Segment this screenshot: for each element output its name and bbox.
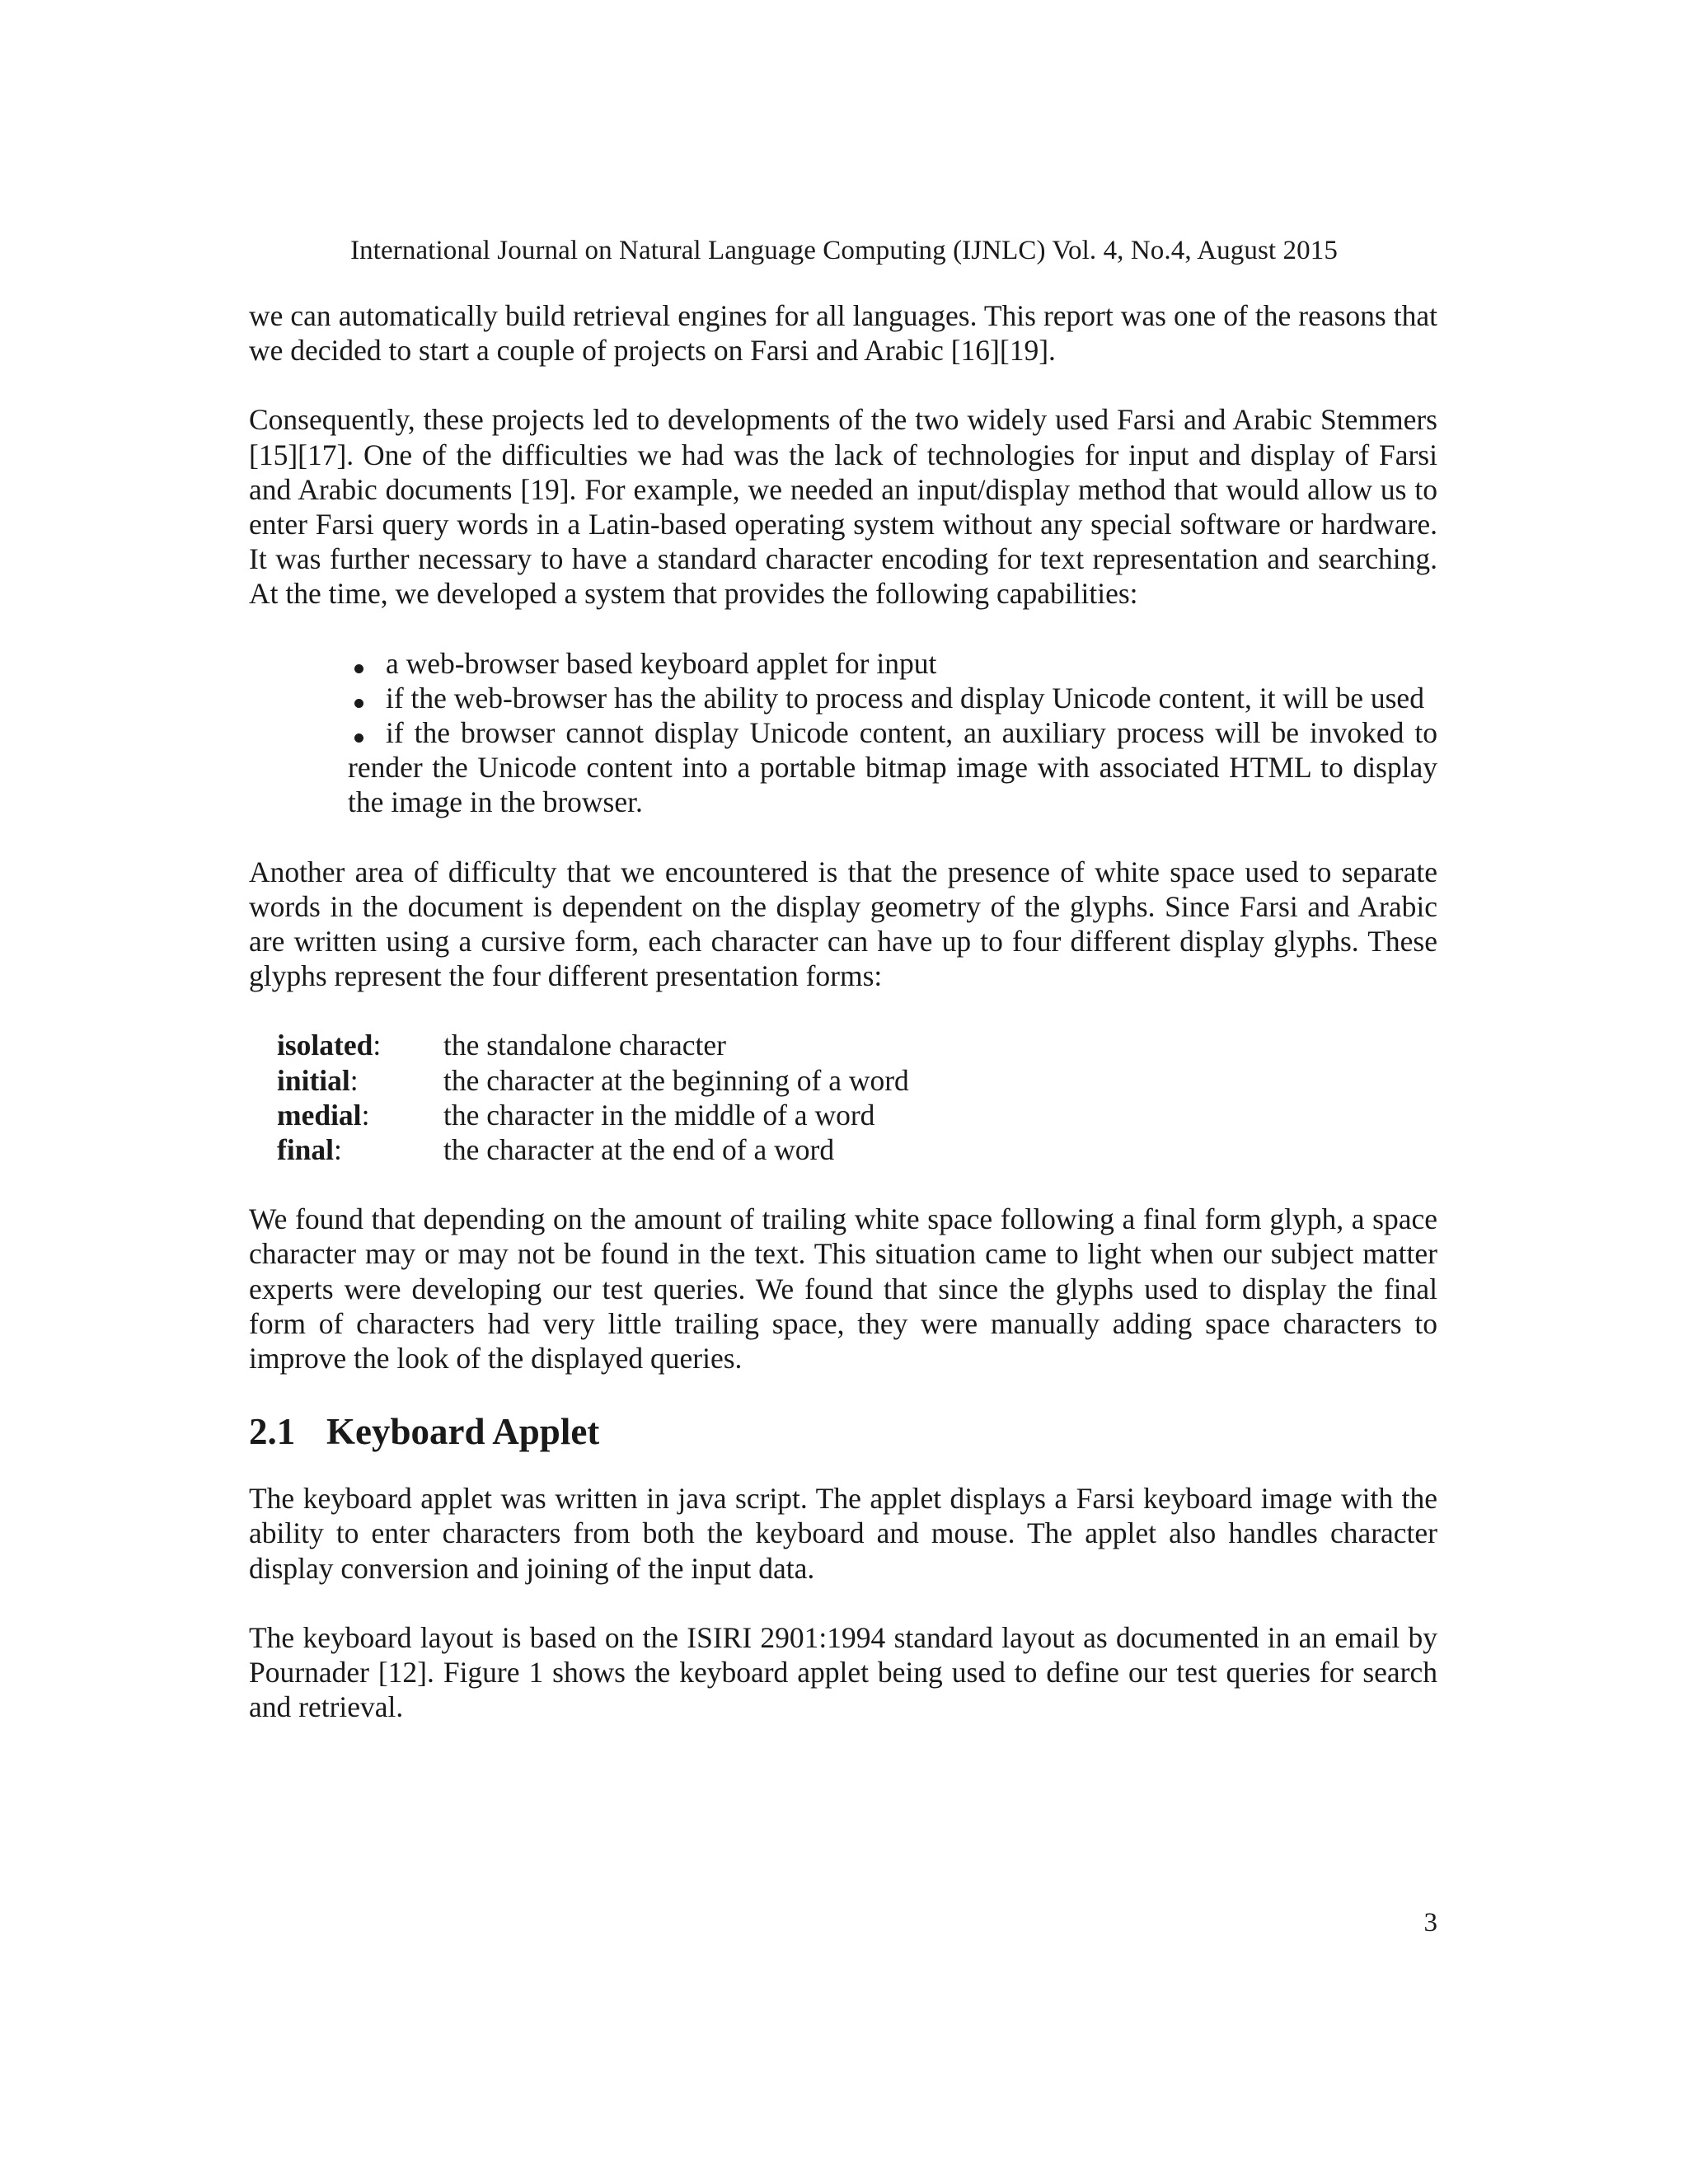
form-row-isolated (277, 1028, 1437, 1062)
capabilities-list (249, 646, 1437, 820)
form-definition: the character at the end of a word (443, 1133, 835, 1167)
paragraph-layout: The keyboard layout is based on the ISIRI 2901:1994 standard layout as documented in an email by Pournader [12]. Figure 1 shows the keyboard applet being used to define our test queries for search and retrieval. (249, 1620, 1437, 1724)
form-term: final: (277, 1133, 342, 1167)
paragraph-white-space: Another area of difficulty that we encountered is that the presence of white space used to separate words in the document is dependent on the display geometry of the glyphs. Since Farsi and Arabic are written using a cursive form, each character can have up to four different display glyphs. These glyphs represent the four different presentation forms: (249, 855, 1437, 993)
form-term: isolated: (277, 1029, 382, 1062)
presentation-forms-list (249, 1028, 1437, 1167)
form-row-initial (277, 1063, 1437, 1098)
body-text (249, 298, 1437, 1760)
form-term: initial: (277, 1063, 359, 1097)
paragraph-trailing-space: We found that depending on the amount of trailing white space following a final form glyph, a space character may or may not be found in the text. This situation came to light when our subject matter experts were developing our test queries. We found that since the glyphs used to display the final form of characters had very little trailing space, they were manually adding space characters to improve the look of the displayed queries. (249, 1202, 1437, 1376)
form-definition: the standalone character (443, 1029, 726, 1062)
running-header: International Journal on Natural Language Computing (IJNLC) Vol. 4, No.4, August 2015 (350, 236, 1338, 265)
list-item (348, 681, 1437, 715)
list-item-text: if the web-browser has the ability to process and display Unicode content, it will be used (386, 681, 1424, 715)
list-item (348, 646, 1437, 681)
section-heading (249, 1410, 1437, 1453)
list-item (348, 715, 1437, 820)
paragraph-continuation: we can automatically build retrieval engines for all languages. This report was one of the reasons that we decided to start a couple of projects on Farsi and Arabic [16][19]. (249, 299, 1437, 368)
form-term: medial: (277, 1098, 370, 1132)
form-definition: the character in the middle of a word (443, 1098, 875, 1132)
list-item-text: a web-browser based keyboard applet for input (386, 646, 937, 680)
paragraph-applet: The keyboard applet was written in java script. The applet displays a Farsi keyboard image with the ability to enter characters from both the keyboard and mouse. The applet also handles character display conversion and joining of the input data. (249, 1482, 1437, 1585)
paragraph-stemmers: Consequently, these projects led to developments of the two widely used Farsi and Arabic Stemmers [15][17]. One of the difficulties we had was the lack of technologies for input and display of Farsi and Arabic documents [19]. For example, we needed an input/display method that would allow us to enter Farsi query words in a Latin-based operating system without any special software or hardware. It was further necessary to have a standard character encoding for text representation and searching. At the time, we developed a system that provides the following capabilities: (249, 403, 1437, 611)
section-number: 2.1 (249, 1411, 296, 1453)
form-definition: the character at the beginning of a word (443, 1063, 909, 1097)
form-row-medial (277, 1098, 1437, 1132)
section-title: Keyboard Applet (326, 1411, 600, 1453)
page-number: 3 (1423, 1908, 1437, 1938)
list-item-text: if the browser cannot display Unicode content, an auxiliary process will be invoked to render the Unicode content into a portable bitmap image with associated HTML to display the image in the browser. (348, 716, 1437, 819)
form-row-final (277, 1132, 1437, 1167)
